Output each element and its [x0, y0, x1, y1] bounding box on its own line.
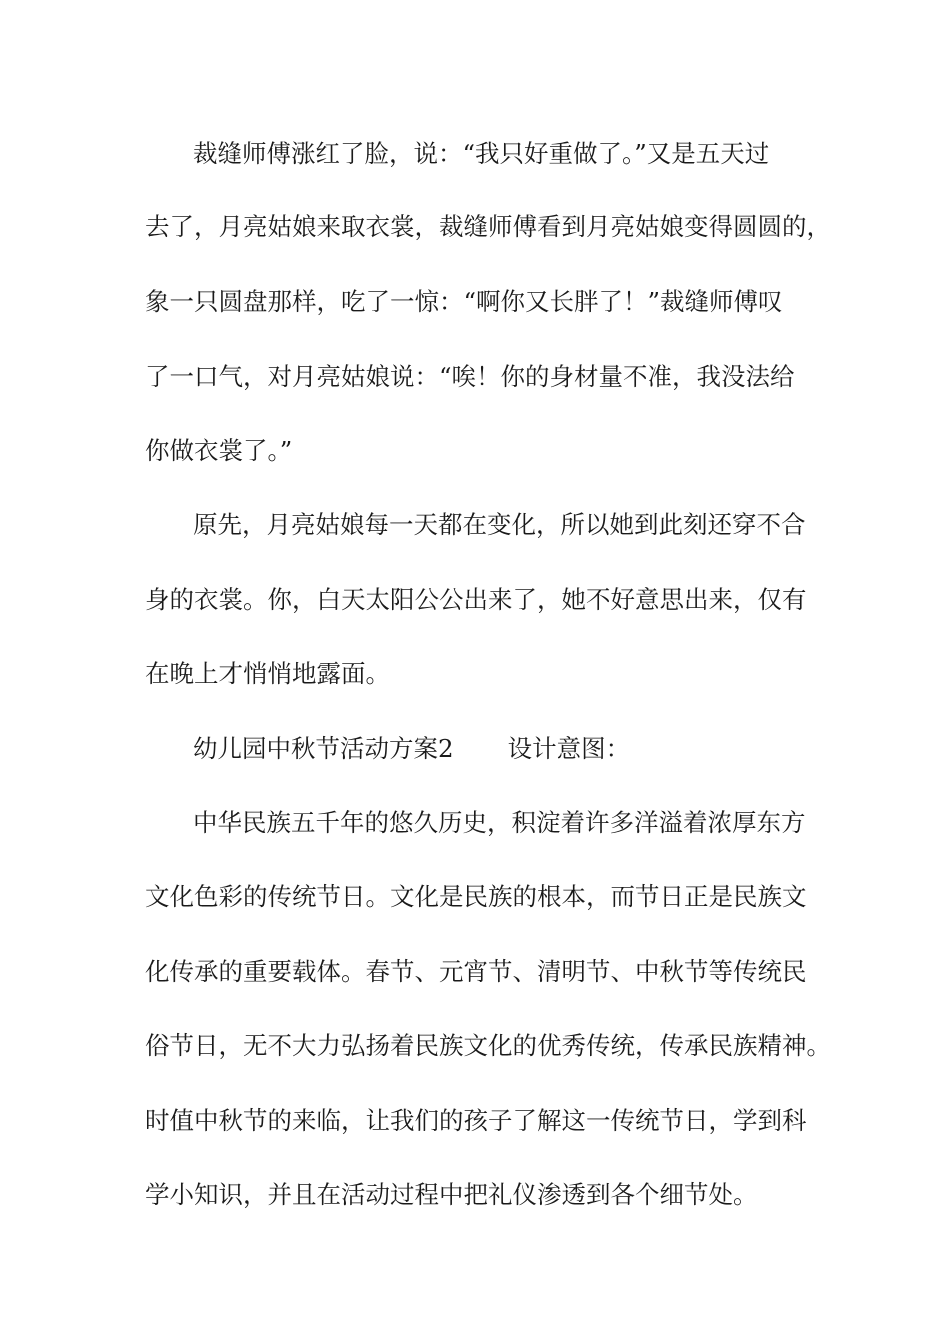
paragraph-1-line-3: 象一只圆盘那样，吃了一惊：“啊你又长胖了！”裁缝师傅叹 [145, 287, 783, 316]
paragraph-2-line-2: 身的衣裳。你，白天太阳公公出来了，她不好意思出来，仅有 [145, 585, 807, 614]
paragraph-2-line-3: 在晚上才悄悄地露面。 [145, 659, 390, 688]
paragraph-2-line-1: 原先，月亮姑娘每一天都在变化，所以她到此刻还穿不合 [193, 510, 806, 539]
section-heading-subtitle: 设计意图： [507, 734, 631, 763]
paragraph-3-line-2: 文化色彩的传统节日。文化是民族的根本，而节日正是民族文 [145, 882, 807, 911]
paragraph-1-line-2: 去了，月亮姑娘来取衣裳，裁缝师傅看到月亮姑娘变得圆圆的， [145, 212, 831, 241]
paragraph-1-line-4: 了一口气，对月亮姑娘说：“唉！你的身材量不准，我没法给 [145, 362, 795, 391]
paragraph-3-line-5: 时值中秋节的来临，让我们的孩子了解这一传统节日，学到科 [145, 1106, 807, 1135]
paragraph-3-line-1: 中华民族五千年的悠久历史，积淀着许多洋溢着浓厚东方 [193, 808, 806, 837]
paragraph-1-line-5: 你做衣裳了。” [145, 436, 293, 465]
paragraph-1-line-1: 裁缝师傅涨红了脸，说：“我只好重做了。”又是五天过 [193, 139, 770, 168]
paragraph-3-line-3: 化传承的重要载体。春节、元宵节、清明节、中秋节等传统民 [145, 957, 807, 986]
paragraph-3-line-6: 学小知识，并且在活动过程中把礼仪渗透到各个细节处。 [145, 1180, 758, 1209]
paragraph-3-line-4: 俗节日，无不大力弘扬着民族文化的优秀传统，传承民族精神。 [145, 1031, 831, 1060]
section-heading [193, 734, 630, 764]
section-heading-title: 幼儿园中秋节活动方案2 [193, 734, 454, 763]
